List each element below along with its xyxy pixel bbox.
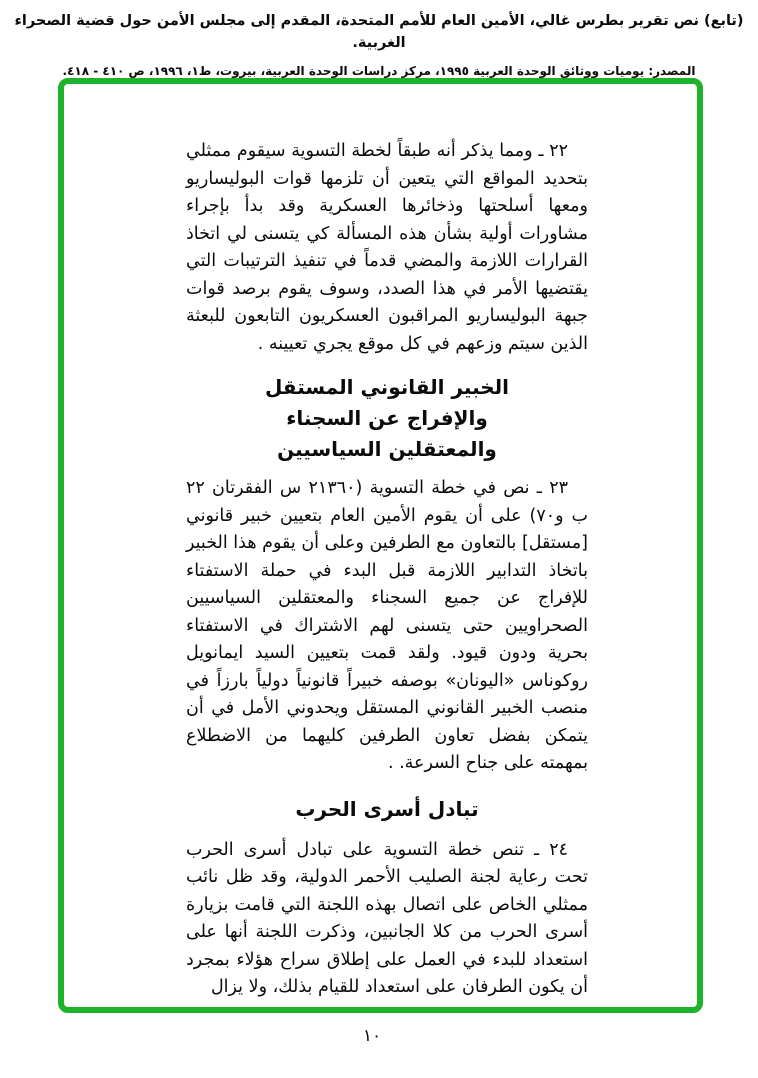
document-title: (تابع) نص تقرير بطرس غالي، الأمين العام للأمم المتحدة، المقدم إلى مجلس الأمن حول قضية الصحراء الغربية. (14, 13, 744, 51)
paragraph-23: ٢٣ ـ نص في خطة التسوية (٢١٣٦٠ س الفقرتان ٢٢ ب و٧٠) على أن يقوم الأمين العام بتعيين خبير قانوني [مستقل] بالتعاون مع الطرفين وعلى أن يقوم هذا الخبير باتخاذ التدابير اللازمة قبل البدء في حملة الاستفتاء للإفراج عن جميع السجناء والمعتقلين السياسيين الصحراويين حتى يتسنى لهم الاشتراك في الاستفتاء بحرية ودون قيود. ولقد قمت بتعيين السيد ايمانويل روكوناس «اليونان» بوصفه خبيراً قانونياً دولياً بارزاً في منصب الخبير القانوني المستقل ويحدوني الأمل في أن يتمكن بفضل تعاون الطرفين كليهما من الاضطلاع بمهمته على جناح السرعة. . (186, 478, 588, 773)
page-number: ١٠ (362, 1026, 382, 1046)
article-body (186, 138, 588, 1002)
heading-line-1: الخبير القانوني المستقل (264, 375, 510, 399)
page-header (0, 10, 758, 80)
section-heading-prisoner-exchange: تبادل أسرى الحرب (295, 796, 479, 821)
heading-line-3: والمعتقلين السياسيين (277, 437, 497, 461)
paragraph-22: ٢٢ ـ ومما يذكر أنه طبقاً لخطة التسوية سيقوم ممثلي بتحديد المواقع التي يتعين أن تلزمها قوات البوليساريو ومعها أسلحتها وذخائرها العسكرية وقد بدأ بإجراء مشاورات أولية بشأن هذه المسألة كي يتسنى لي اتخاذ القرارات اللازمة والمضي قدماً في تنفيذ الترتيبات التي يقتضيها الأمر في هذا الصدد، وسوف يقوم برصد قوات جبهة البوليساريو المراقبون العسكريون التابعون للبعثة الذين سيتم وزعهم في كل موقع يجري تعيينه . (186, 141, 588, 354)
section-heading-legal-expert (186, 372, 588, 465)
heading-line-2: والإفراج عن السجناء (286, 406, 488, 430)
document-source-line: المصدر: يوميات ووثائق الوحدة العربية ١٩٩٥، مركز دراسات الوحدة العربية، بيروت، ط١، ١٩٩٦، ص ٤١٠ - ٤١٨. (62, 64, 696, 78)
paragraph-24: ٢٤ ـ تنص خطة التسوية على تبادل أسرى الحرب تحت رعاية لجنة الصليب الأحمر الدولية، وقد ظل نائب ممثلي الخاص على اتصال بهذه اللجنة التي قامت بزيارة أسرى الحرب من كلا الجانبين، وذكرت اللجنة أنها على استعداد للبدء في العمل على إطلاق سراح هؤلاء بمجرد أن يكون الطرفان على استعداد للقيام بذلك، ولا يزال (186, 839, 588, 997)
